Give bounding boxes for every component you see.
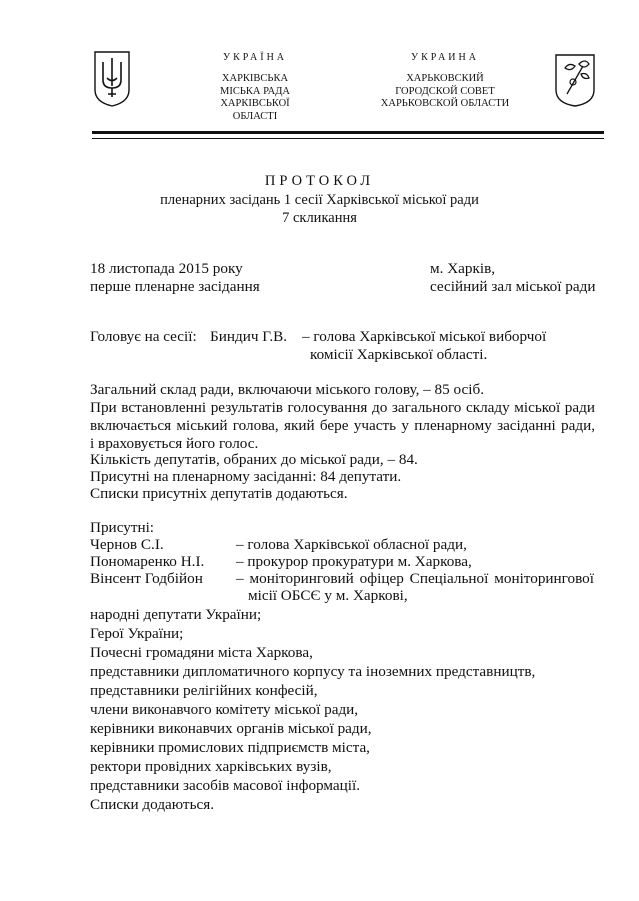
attendee-role-continuation: місії ОБСЄ у м. Харкові, [248,587,408,604]
attendees-lists-note: Списки додаються. [90,796,215,813]
attendee-role: – моніторинговий офіцер Спеціальної моніторингової [236,570,594,587]
chair-role-line-1: – голова Харківської міської виборчої [302,328,547,345]
meeting-venue: сесійний зал міської ради [430,278,596,295]
document-subtitle: пленарних засідань 1 сесії Харківської міської ради [160,192,479,208]
header-right-org-line-2: ГОРОДСКОЙ СОВЕТ [395,85,495,97]
header-divider-thick [92,131,604,134]
header-left-country: УКРАЇНА [222,52,288,63]
attendee-group: керівники виконавчих органів міської ради, [90,720,372,737]
attendee-group: представники релігійних конфесій, [90,682,318,699]
header-left [200,52,310,123]
attendee-group: ректори провідних харківських вузів, [90,758,332,775]
header-right-org-line-1: ХАРЬКОВСКИЙ [406,73,484,84]
mayor-rule-line-3: і враховується його голос. [90,435,259,452]
document-convocation: 7 скликання [282,210,357,226]
attendee-group: представники дипломатичного корпусу та іноземних представництв, [90,663,536,680]
attendee-group: Герої України; [90,625,184,642]
attendee-group: члени виконавчого комітету міської ради, [90,701,359,718]
attendee-name: Чернов С.І. [90,536,164,553]
chair-role-line-2: комісії Харківської області. [310,346,488,363]
attendee-role: – прокурор прокуратури м. Харкова, [236,553,472,570]
attendee-group: Почесні громадяни міста Харкова, [90,644,313,661]
attendee-name: Пономаренко Н.І. [90,553,205,570]
header-right [375,52,515,111]
elected-deputies: Кількість депутатів, обраних до міської ради, – 84. [90,451,418,468]
header-left-org-line-1: ХАРКІВСЬКА [221,73,289,84]
header-left-org-line-3: ХАРКІВСЬКОЇ ОБЛАСТІ [220,98,290,122]
header-left-org-line-2: МІСЬКА РАДА [220,85,290,97]
chair-name: Биндич Г.В. [210,328,288,345]
attendee-name: Вінсент Годбійон [90,570,203,587]
header-divider-thin [92,138,604,139]
session-type: перше пленарне засідання [90,278,260,295]
kharkiv-coat-of-arms-icon [553,52,597,108]
council-total: Загальний склад ради, включаючи міського голову, – 85 осіб. [90,381,484,398]
attendee-group: представники засобів масової інформації. [90,777,361,794]
mayor-rule-line-1: При встановленні результатів голосування до загального складу міської ради [90,399,595,416]
attendee-group: керівники промислових підприємств міста, [90,739,370,756]
chair-label: Головує на сесії: [90,328,197,345]
ukraine-coat-of-arms-icon [93,50,131,108]
meeting-city: м. Харків, [430,260,496,277]
attendee-role: – голова Харківської обласної ради, [236,536,467,553]
attendee-group: народні депутати України; [90,606,262,623]
present-deputies: Присутні на пленарному засіданні: 84 депутати. [90,468,402,485]
deputies-lists-note: Списки присутніх депутатів додаються. [90,485,348,502]
meeting-date: 18 листопада 2015 року [90,260,243,277]
attendees-label: Присутні: [90,519,155,536]
header-right-org-line-3: ХАРЬКОВСКОЙ ОБЛАСТИ [380,98,510,109]
header-right-country: УКРАИНА [411,52,479,63]
document-title: ПРОТОКОЛ [264,173,375,189]
mayor-rule-line-2: включається міський голова, який бере участь у пленарному засіданні ради, [90,417,595,434]
